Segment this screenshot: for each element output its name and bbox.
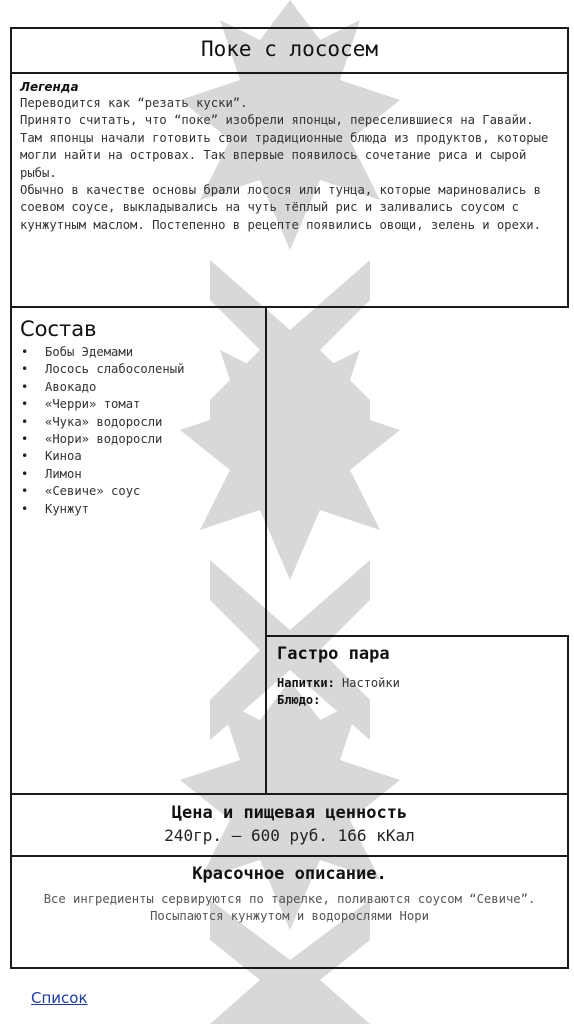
title-section (10, 27, 569, 74)
ingredient-item (20, 431, 257, 448)
price-section (10, 793, 569, 857)
description-heading: Красочное описание. (192, 864, 387, 884)
legend-heading: Легенда (20, 80, 79, 94)
bullet: • (21, 484, 29, 499)
ingredient-item (20, 344, 257, 361)
ingredient-label: Киноа (45, 449, 82, 464)
dish-row (277, 692, 557, 709)
bullet: • (21, 345, 29, 359)
bullet: • (21, 501, 29, 516)
bullet: • (21, 397, 29, 412)
legend-text (20, 95, 559, 234)
ingredient-label: Лосось слабосоленый (45, 362, 185, 377)
ingredient-label: Лимон (45, 466, 82, 481)
list-link[interactable]: Список (31, 989, 88, 1007)
legend-line: Принято считать, что “поке” изобрели японцы, переселившиеся на Гавайи. (20, 113, 534, 128)
price-heading: Цена и пищевая ценность (171, 803, 408, 823)
bullet: • (21, 362, 29, 377)
ingredient-item (20, 396, 257, 413)
legend-line: Там японцы начали готовить свои традиционные блюда из продуктов, которые могли найти на островах. Так впервые появилось сочетание риса и сырой рыбы. (20, 130, 549, 180)
bullet: • (21, 432, 29, 447)
ingredient-item (20, 379, 257, 396)
ingredient-item (20, 501, 257, 518)
ingredient-label: Авокадо (45, 379, 97, 394)
ingredient-label: «Черри» томат (45, 397, 141, 412)
ingredient-item (20, 361, 257, 378)
ingredient-label: «Нори» водоросли (45, 432, 163, 447)
drinks-value: Настойки (342, 676, 400, 690)
ingredient-label: «Севиче» соус (45, 484, 141, 499)
ingredient-label: Бобы Эдемами (45, 345, 134, 359)
ingredient-item (20, 448, 257, 465)
price-value: 240гр. – 600 руб. 166 кКал (164, 826, 415, 845)
bullet: • (21, 379, 29, 394)
legend-line: Обычно в качестве основы брали лосося или тунца, которые мариновались в соевом соусе, выкладывались на чуть тёплый рис и заливались соусом с кунжутным маслом. Постепенно в рецепте появились овощи, зелень и орехи. (20, 183, 541, 232)
drinks-row (277, 675, 557, 692)
description-text: Все ингредиенты сервируются по тарелке, поливаются соусом “Севиче”. Посыпаются кунжутом и водорослями Нори (43, 892, 536, 924)
ingredient-label: «Чука» водоросли (45, 414, 163, 429)
drinks-label: Напитки: (277, 676, 335, 690)
legend-section (10, 72, 569, 308)
bullet: • (21, 449, 29, 464)
ingredients-section (10, 306, 267, 795)
bullet: • (21, 466, 29, 481)
description-section (10, 855, 569, 969)
ingredient-item (20, 414, 257, 431)
ingredient-item (20, 466, 257, 483)
ingredient-label: Кунжут (45, 501, 90, 516)
ingredient-item (20, 483, 257, 500)
legend-line: Переводится как “резать куски”. (20, 96, 248, 110)
gastro-heading: Гастро пара (277, 644, 390, 664)
dish-label: Блюдо: (277, 693, 321, 707)
bullet: • (21, 414, 29, 429)
gastro-pair-section (265, 635, 569, 795)
ingredients-list (20, 344, 257, 518)
ingredients-heading: Состав (20, 317, 97, 341)
page-title: Поке с лососем (200, 37, 378, 61)
